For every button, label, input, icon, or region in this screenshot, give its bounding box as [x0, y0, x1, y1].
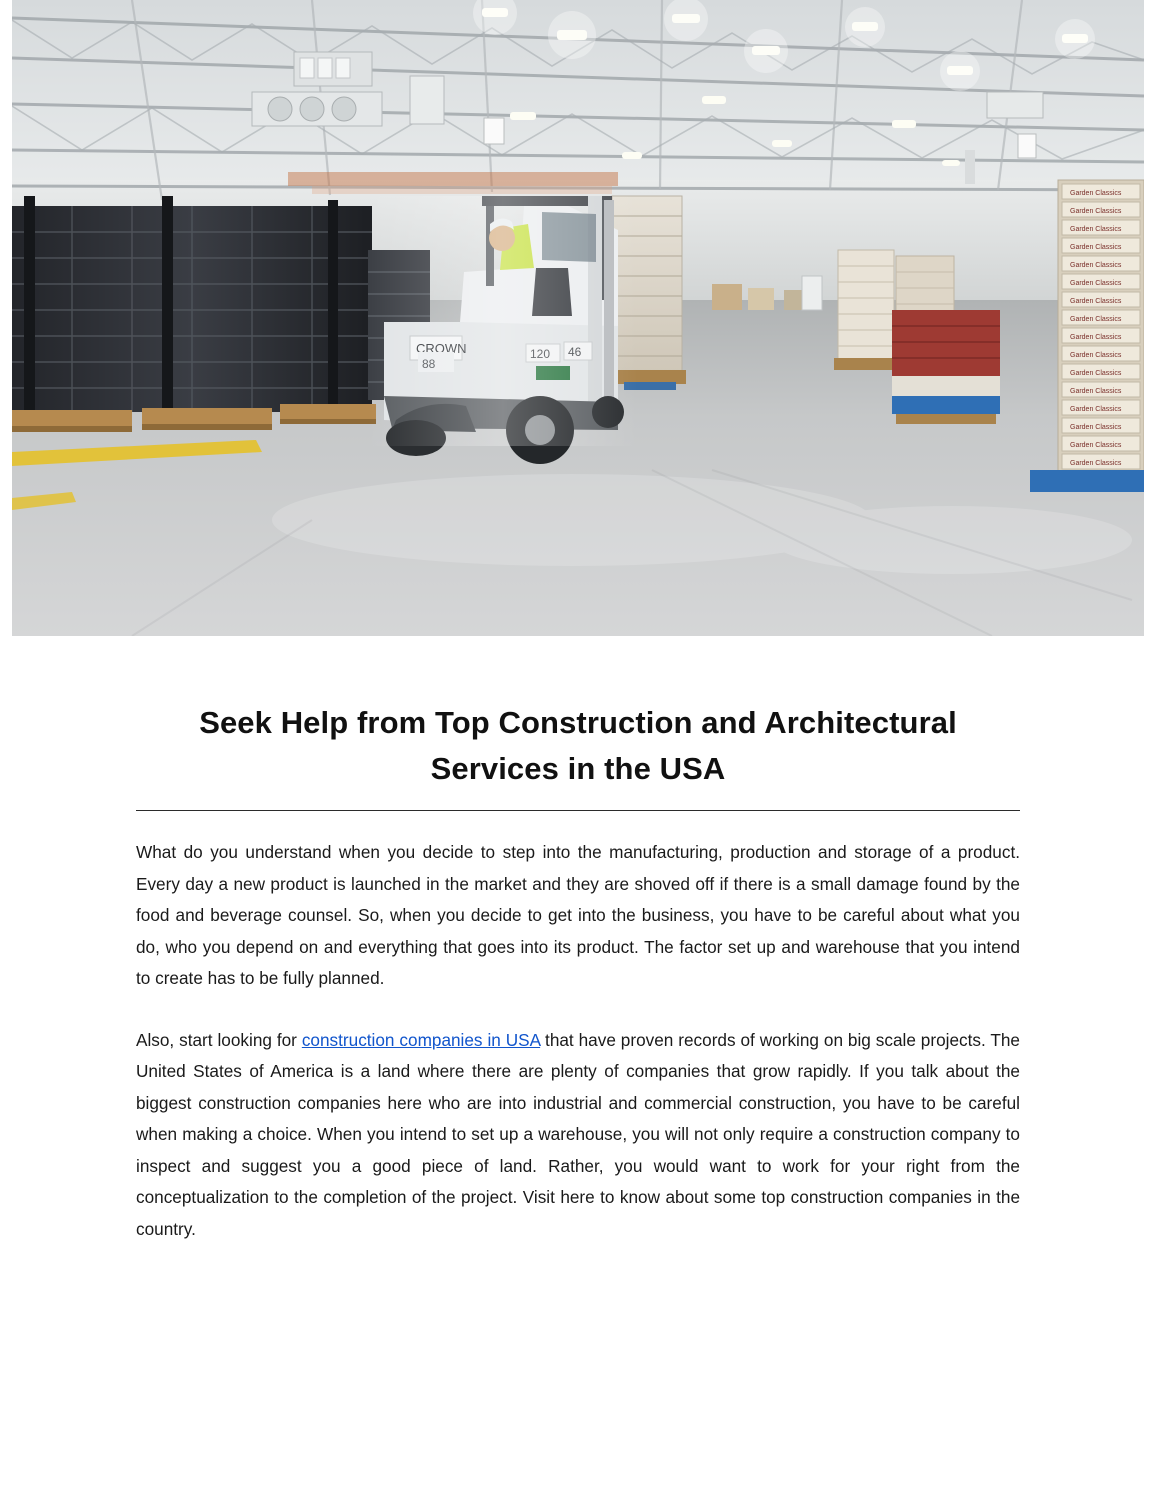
svg-text:Garden Classics: Garden Classics [1070, 334, 1122, 341]
title-divider [136, 810, 1020, 811]
svg-text:Garden Classics: Garden Classics [1070, 316, 1122, 323]
svg-text:Garden Classics: Garden Classics [1070, 226, 1122, 233]
svg-text:Garden Classics: Garden Classics [1070, 244, 1122, 251]
svg-text:Garden Classics: Garden Classics [1070, 406, 1122, 413]
svg-text:Garden Classics: Garden Classics [1070, 298, 1122, 305]
article-content [136, 700, 1020, 1245]
svg-text:Garden Classics: Garden Classics [1070, 388, 1122, 395]
svg-text:Garden Classics: Garden Classics [1070, 190, 1122, 197]
svg-text:Garden Classics: Garden Classics [1070, 208, 1122, 215]
svg-text:Garden Classics: Garden Classics [1070, 262, 1122, 269]
paragraph-2-before-link: Also, start looking for [136, 1029, 302, 1050]
construction-companies-link[interactable]: construction companies in USA [301, 1029, 541, 1050]
svg-text:Garden Classics: Garden Classics [1070, 424, 1122, 431]
svg-text:Garden Classics: Garden Classics [1070, 352, 1122, 359]
svg-text:Garden Classics: Garden Classics [1070, 280, 1122, 287]
paragraph-1: What do you understand when you decide to step into the manufacturing, production and storage of a product. Every day a new product is launched in the market and they are shoved off if there is a small damage found by the food and beverage counsel. So, when you decide to get into the business, you have to be careful about what you do, who you depend on and everything that goes into its product. The factor set up and warehouse that you intend to create has to be fully planned. [136, 842, 1020, 988]
paragraph-2 [136, 1025, 1020, 1246]
page-title: Seek Help from Top Construction and Architectural Services in the USA [199, 705, 957, 786]
paragraph-2-after-link: that have proven records of working on big scale projects. The United States of America is a land where there are plenty of companies that grow rapidly. If you talk about the biggest construction companies here who are into industrial and commercial construction, you have to be careful when making a choice. When you intend to set up a warehouse, you will not only require a construction company to inspect and suggest you a good piece of land. Rather, you would want to work for your right from the conceptualization to the completion of the project. Visit here to know about some top construction companies in the country. [136, 1029, 1020, 1239]
warehouse-illustration [12, 0, 1144, 636]
svg-text:Garden Classics: Garden Classics [1070, 370, 1122, 377]
svg-text:Garden Classics: Garden Classics [1070, 460, 1122, 467]
warehouse-forklift-photo [12, 0, 1144, 636]
svg-text:Garden Classics: Garden Classics [1070, 442, 1122, 449]
